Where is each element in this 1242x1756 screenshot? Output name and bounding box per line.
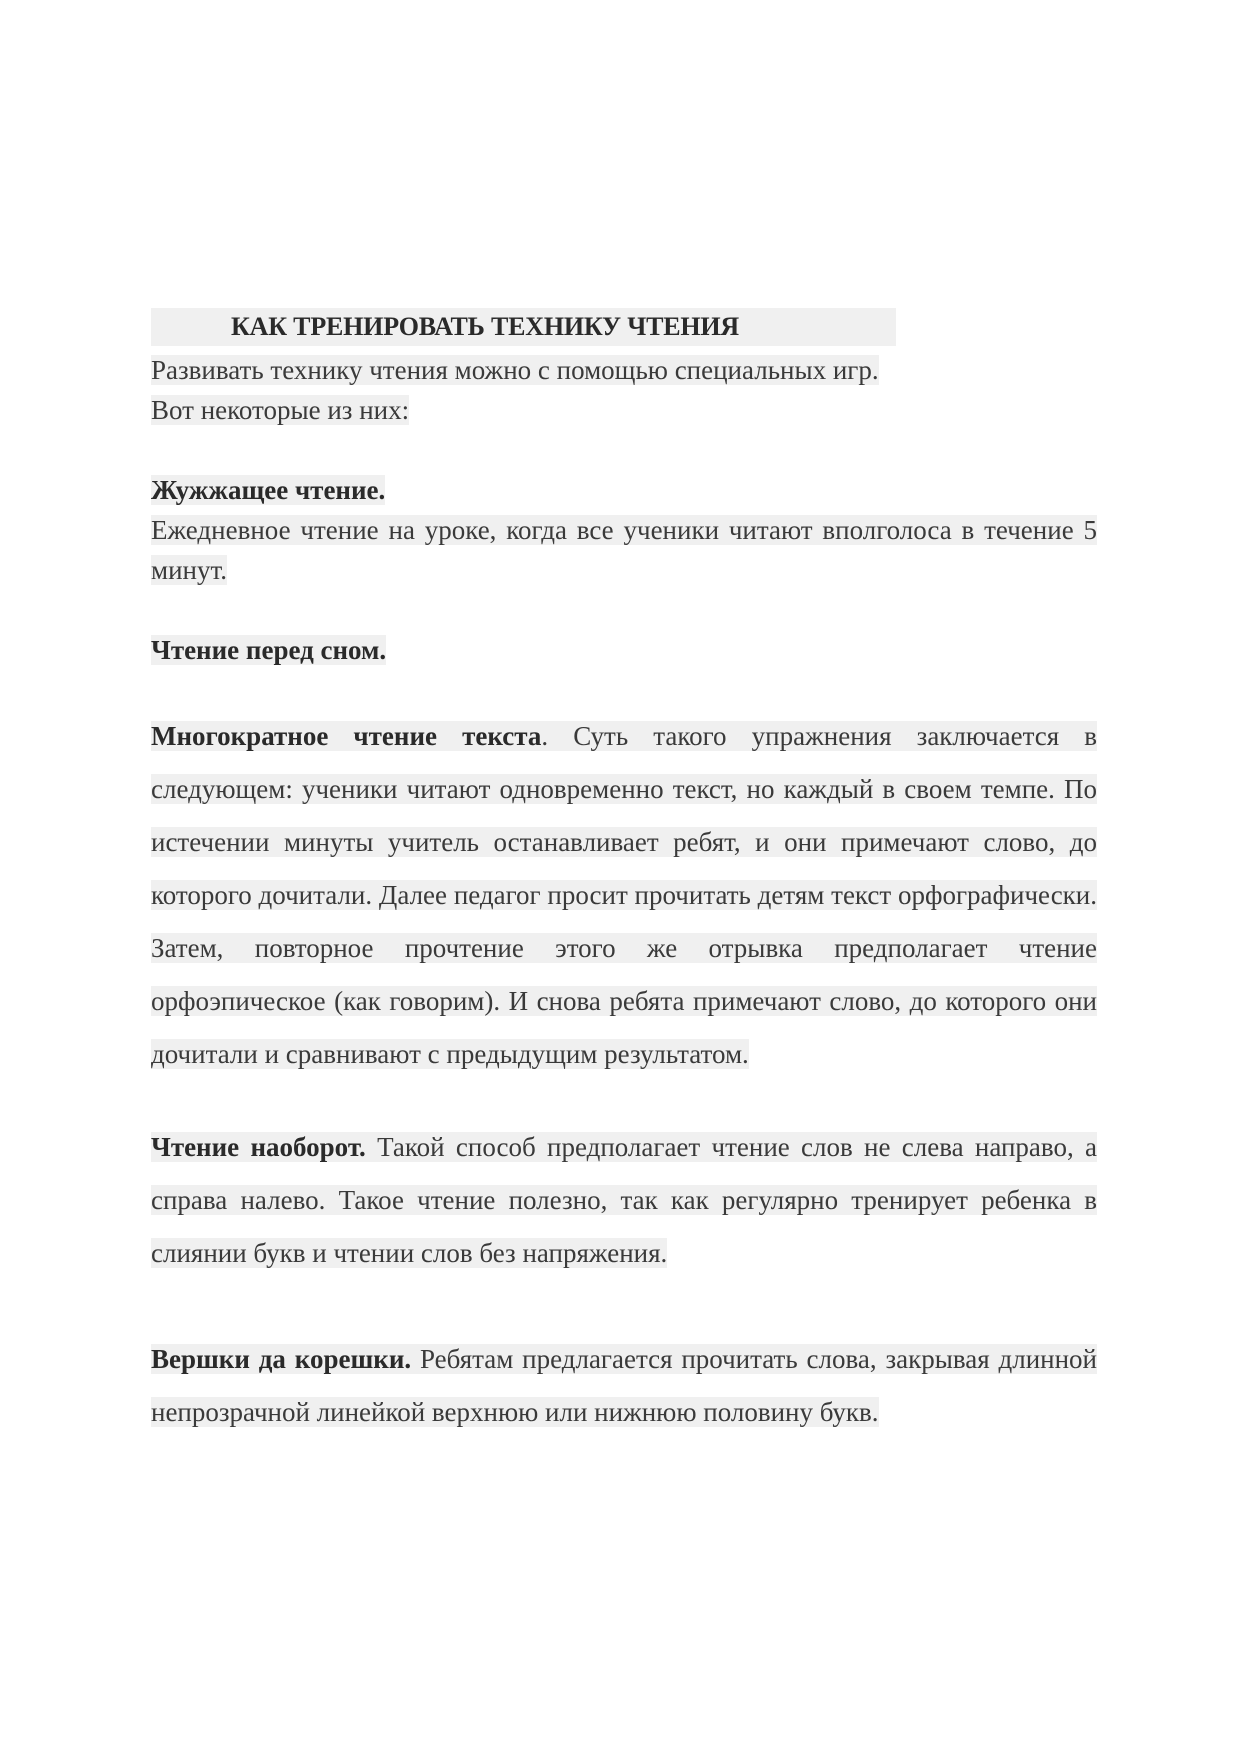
section-heading: Многократное чтение текста — [151, 720, 542, 751]
intro-line-1: Развивать технику чтения можно с помощью специальных игр. — [151, 354, 879, 385]
section-heading: Вершки да корешки. — [151, 1343, 412, 1374]
section-repeated-reading — [151, 710, 1097, 1081]
section-reverse-reading — [151, 1121, 1097, 1280]
section-heading: Чтение перед сном. — [151, 634, 387, 665]
document-title: КАК ТРЕНИРОВАТЬ ТЕХНИКУ ЧТЕНИЯ — [151, 308, 896, 346]
section-bedtime-reading — [151, 630, 1097, 670]
section-buzzing-reading — [151, 470, 1097, 590]
section-tops-and-roots — [151, 1333, 1097, 1439]
section-text: Ежедневное чтение на уроке, когда все ученики читают вполголоса в течение 5 минут. — [151, 514, 1097, 585]
intro-paragraph — [151, 350, 1097, 430]
section-text: Ребятам предлагается прочитать слова, закрывая длинной непрозрачной линейкой верхнюю или нижнюю половину букв. — [151, 1343, 1097, 1427]
intro-line-2: Вот некоторые из них: — [151, 394, 410, 425]
section-text: . Суть такого упражнения заключается в следующем: ученики читают одновременно текст, но каждый в своем темпе. По истечении минуты учитель останавливает ребят, и они примечают слово, до которого дочитали. Далее педагог просит прочитать детям текст орфографически. Затем, повторное прочтение этого же отрывка предполагает чтение орфоэпическое (как говорим). И снова ребята примечают слово, до которого они дочитали и сравнивают с предыдущим результатом. — [151, 720, 1097, 1069]
document-page — [151, 308, 1097, 1439]
section-heading: Жужжащее чтение. — [151, 474, 386, 505]
section-text: Такой способ предполагает чтение слов не слева направо, а справа налево. Такое чтение полезно, так как регулярно тренирует ребенка в слиянии букв и чтении слов без напряжения. — [151, 1131, 1097, 1268]
section-heading: Чтение наоборот. — [151, 1131, 366, 1162]
